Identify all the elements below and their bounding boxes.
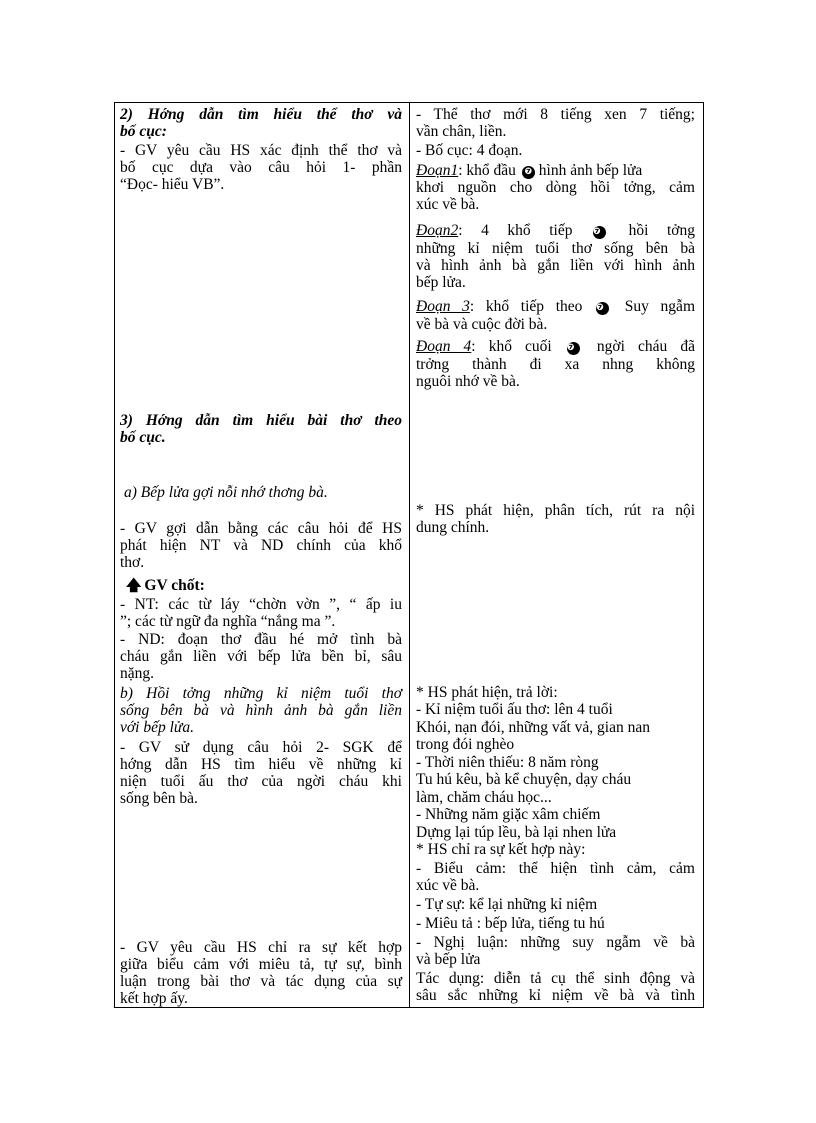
doan-1-text: : khổ đầu [458, 162, 516, 179]
subsection-a-title: a) Bếp lửa gợi nỗi nhớ thơng bà. [124, 484, 328, 501]
doan-2-line: những kỉ niệm tuổi thơ sống bên bà [416, 240, 695, 257]
gv-chot-label: GV chốt: [144, 577, 205, 594]
subsection-c-line: - GV yêu cầu HS chỉ ra sự kết hợp [120, 939, 402, 956]
memory-line: - Những năm giặc xâm chiếm [416, 806, 601, 823]
doan-2-text: : 4 khổ tiếp [458, 222, 573, 239]
bullet-7-icon: ❼ [567, 342, 580, 355]
memory-line: làm, chăm cháu học... [416, 789, 552, 806]
section-2-line: - GV yêu cầu HS xác định thể thơ và [120, 142, 402, 159]
doan-4-label: Đoạn 4 [416, 338, 472, 355]
doan-4-line [416, 339, 695, 356]
section-3-title-cont: bố cục. [120, 429, 166, 446]
memory-line: - Kỉ niệm tuổi ấu thơ: lên 4 tuổi [416, 701, 613, 718]
combination-line: - Nghị luận: những suy ngẫm về bà [416, 934, 695, 951]
combination-line: xúc về bà. [416, 877, 480, 894]
memory-line: Khói, nạn đói, những vất vả, gian nan [416, 719, 650, 736]
subsection-b-title: với bếp lửa. [120, 719, 194, 736]
memory-line: Dựng lại túp lều, bà lại nhen lửa [416, 824, 617, 841]
hs-line: * HS phát hiện, phân tích, rút ra nội [416, 502, 695, 519]
doan-3-line: về bà và cuộc đời bà. [416, 316, 548, 333]
hs-line: * HS phát hiện, trả lời: [416, 684, 558, 701]
section-2-title: 2) Hớng dẫn tìm hiểu thể thơ và [120, 106, 402, 123]
combination-line: - Tự sự: kể lại những kỉ niệm [416, 896, 598, 913]
memory-line: trong đói nghèo [416, 736, 515, 753]
doan-1-line: khơi nguồn cho dòng hồi tởng, cảm [416, 179, 695, 196]
combination-line: và bếp lửa [416, 951, 481, 968]
doan-2-text: hồi tởng [628, 222, 696, 239]
hs-line: dung chính. [416, 519, 490, 536]
doan-2-label: Đoạn2 [416, 222, 459, 239]
combination-line: * HS chỉ ra sự kết hợp này: [416, 841, 586, 858]
subsection-c-line: luận trong bài thơ và tác dụng của sự [120, 973, 402, 990]
doan-4-line: trởng thành đi xa nhng không [416, 356, 695, 373]
bullet-7-icon: ❼ [596, 302, 609, 315]
doan-4-text: : khổ cuối [471, 338, 552, 355]
doan-2-line [416, 223, 695, 240]
doan-3-label: Đoạn 3 [416, 298, 470, 315]
doan-4-line: nguôi nhớ về bà. [416, 373, 520, 390]
nt-line: ”; các từ ngữ đa nghĩa “nắng ma ”. [120, 613, 336, 630]
subsection-b-line: - GV sử dụng câu hỏi 2- SGK để [120, 739, 402, 756]
doan-1-label: Đoạn1 [416, 162, 459, 179]
section-3-title: 3) Hớng dẫn tìm hiểu bài thơ theo [120, 412, 402, 429]
combination-line: Tác dụng: diễn tả cụ thể sinh động và [416, 970, 695, 987]
memory-line: Tu hú kêu, bà kể chuyện, dạy cháu [416, 771, 632, 788]
right-line: vần chân, liền. [416, 123, 507, 140]
doan-3-line [416, 299, 695, 316]
nd-line: cháu gắn liền với bếp lửa bền bỉ, sâu [120, 648, 402, 665]
subsection-b-line: hớng dẫn HS tìm hiểu về những kỉ [120, 756, 402, 773]
subsection-c-line: giữa biểu cảm với miêu tả, tự sự, bình [120, 956, 402, 973]
section-2-line: “Đọc- hiểu VB”. [120, 176, 225, 193]
subsection-c-line: kết hợp ấy. [120, 990, 188, 1007]
memory-line: - Thời niên thiếu: 8 năm ròng [416, 754, 599, 771]
subsection-b-title: b) Hồi tởng những kỉ niệm tuổi thơ [120, 685, 402, 702]
subsection-a-line: thơ. [120, 554, 145, 571]
nd-line: nặng. [120, 665, 155, 682]
subsection-b-line: niện tuổi ấu thơ của ngời cháu khi [120, 773, 402, 790]
column-divider [409, 102, 410, 1008]
combination-line: sâu sắc những kỉ niệm về bà và tình [416, 987, 695, 1004]
doan-1-text: hình ảnh bếp lửa [538, 162, 643, 179]
doan-2-line: bếp lửa. [416, 274, 466, 291]
subsection-a-line: - GV gợi dẫn bằng các câu hỏi để HS [120, 520, 402, 537]
doan-3-text: Suy ngẫm [624, 298, 695, 315]
gv-chot-heading [126, 577, 205, 595]
doan-4-text: ngời cháu đã [596, 338, 695, 355]
right-line: - Bố cục: 4 đoạn. [416, 142, 523, 159]
doan-1-line [416, 163, 695, 180]
section-2-title-cont: bố cục: [120, 123, 167, 140]
nt-line: - NT: các từ láy “chờn vờn ”, “ ấp iu [120, 596, 402, 613]
doan-2-line: và hình ảnh bà gắn liền với hình ảnh [416, 257, 695, 274]
nd-line: - ND: đoạn thơ đầu hé mở tình bà [120, 631, 402, 648]
arrow-up-icon: 🡅 [126, 576, 142, 594]
doan-1-line: xúc về bà. [416, 196, 480, 213]
combination-line: - Miêu tả : bếp lửa, tiếng tu hú [416, 915, 605, 932]
combination-line: - Biểu cảm: thể hiện tình cảm, cảm [416, 860, 695, 877]
subsection-a-line: phát hiện NT và ND chính của khổ [120, 537, 402, 554]
bullet-7-icon: ❼ [522, 166, 535, 179]
bullet-7-icon: ❼ [593, 226, 606, 239]
right-line: - Thể thơ mới 8 tiếng xen 7 tiếng; [416, 106, 695, 123]
subsection-b-line: sống bên bà. [120, 790, 198, 807]
section-2-line: bố cục dựa vào câu hỏi 1- phần [120, 159, 402, 176]
doan-3-text: : khổ tiếp theo [469, 298, 583, 315]
subsection-b-title: sống bên bà và hình ảnh bà gắn liền [120, 702, 402, 719]
